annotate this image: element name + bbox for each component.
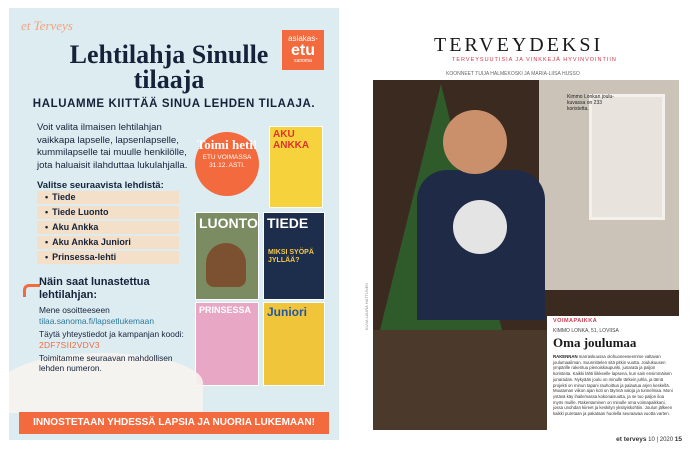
ad-footer-banner: INNOSTETAAN YHDESSÄ LAPSIA JA NUORIA LUKEMAAN! <box>19 412 329 434</box>
face-shape <box>443 110 507 174</box>
offer-detail: ETU VOIMASSA 31.12. ASTI. <box>202 154 252 169</box>
offer-badge <box>195 132 259 196</box>
cover-title: TIEDE <box>267 215 309 231</box>
story-lead-word: RAKENNAN <box>553 354 578 359</box>
choose-title: Valitse seuraavista lehdistä: <box>37 180 164 191</box>
window-shape <box>589 94 665 220</box>
magazine-label: Tiede <box>52 192 76 202</box>
bear-image <box>206 243 246 287</box>
bullet-icon: • <box>45 237 49 247</box>
badge-line2: etu <box>291 42 315 59</box>
ad-intro: Voit valita ilmaisen lehtilahjan vaikkapa lapselle, lapsenlapselle, kummilapselle tai muulle henkilölle, jota haluaisit ilahduttaa lukulahjalla. <box>37 122 188 171</box>
magazine-option[interactable] <box>37 206 179 219</box>
magazine-option[interactable] <box>37 236 179 249</box>
cover-title: Juniori <box>267 305 308 319</box>
magazine-label: Tiede Luonto <box>52 207 109 217</box>
cover-subtitle: MIKSI SYÖPÄ JYLLÄÄ? <box>268 249 314 264</box>
offer-title: Toimi heti! <box>196 137 258 152</box>
story-section: VOIMAPAIKKA <box>553 318 598 324</box>
campaign-code: 2DF7SII2VDV3 <box>39 339 100 350</box>
cover-title: LUONTO <box>199 215 258 231</box>
story-headline: Oma joulumaa <box>553 335 637 350</box>
bullet-icon: • <box>45 222 49 232</box>
redeem-url-link[interactable]: tilaa.sanoma.fi/lapsetlukemaan <box>39 315 154 326</box>
ad-thanks: HALUAMME KIITTÄÄ SINUA LEHDEN TILAAJA. <box>32 98 316 110</box>
magazine-label: Aku Ankka Juniori <box>52 237 131 247</box>
cover-title: PRINSESSA <box>199 305 252 315</box>
story-person: KIMMO LONKA, 51, LOVIISA <box>553 328 619 334</box>
section-subtitle: TERVEYSUUTISIA JA VINKKEJÄ HYVINVOINTIIN <box>452 57 617 63</box>
brand-logo: et Terveys <box>21 18 73 33</box>
redeem-instructions <box>39 276 189 374</box>
photo-credit: KUVA LAURA HATTUNEN <box>364 282 369 330</box>
ad-headline: Lehtilahja Sinulle tilaaja <box>69 40 269 94</box>
magazine-list <box>37 191 179 266</box>
christmas-photo <box>373 80 679 430</box>
magazine-option[interactable] <box>37 221 179 234</box>
cover-aku-ankka <box>269 126 323 208</box>
section-title: TERVEYDEKSI <box>434 34 604 56</box>
footer-brand: et terveys <box>616 436 647 443</box>
asiakasetu-badge <box>282 30 324 70</box>
magazine-label: Prinsessa-lehti <box>52 252 117 262</box>
magazine-option[interactable] <box>37 251 179 264</box>
redeem-step1: Mene osoitteeseen <box>39 305 110 315</box>
ad-page <box>9 8 339 440</box>
cover-tiede-luonto <box>195 212 259 300</box>
bullet-icon: • <box>45 207 49 217</box>
credits: KOONNEET TUIJA HALMEKOSKI JA MARIA-LIISA HUSSO <box>446 71 580 77</box>
badge-line1: asiakas- <box>288 34 318 43</box>
cover-tiede <box>263 212 325 300</box>
story-body <box>553 354 673 417</box>
footer-issue: 10 | 2020 <box>648 437 674 443</box>
article-page <box>356 0 694 450</box>
page-number: 15 <box>674 436 682 443</box>
cover-juniori <box>263 302 325 386</box>
magazine-option[interactable] <box>37 191 179 204</box>
santa-shape <box>453 200 507 254</box>
cover-title: AKU ANKKA <box>273 129 310 151</box>
arrow-icon <box>23 284 40 297</box>
cover-prinsessa <box>195 302 259 386</box>
badge-line3: sanoma <box>294 58 312 64</box>
redeem-title: Näin saat lunastettua lehtilahjan: <box>39 276 150 301</box>
photo-caption: Kimmo Lonkan joulu-kuvassa on 233 koristetta. <box>567 94 614 112</box>
page-footer <box>616 436 682 443</box>
redeem-step3: Toimitamme seuraavan mahdollisen lehden numeron. <box>39 352 173 373</box>
story-text: marraskuussa olohuoneeseemme valtavan joulumaailman. Suunnittelen sitä pitkin vuotta. Joulukuusen ympärille rakentuu pienoiskaupunki, junarata ja paljon koristeita. Kaikki lähti liikkeelle lapsena, kun sain ensimmäisen junaradan. Nykyään joulu on minulle tärkein juhla, ja tämä projekti on minun tapani rauhoittua ja palautua arjen keskellä. Muutaman viikon ajan koti on täynnä valoja ja tunnelmaa. Moni ystävä käy ihailemassa kokonaisuutta, ja se tuo paljon iloa myös muille. Rakentaminen on minulle oma voimapaikkani, jossa unohdan kiireet ja keskityn yksityiskohtiin. Joulun jälkeen kaikki puretaan ja pakataan huolella seuraavaa vuotta varten. <box>553 354 673 417</box>
bullet-icon: • <box>45 252 49 262</box>
magazine-label: Aku Ankka <box>52 222 99 232</box>
bullet-icon: • <box>45 192 49 202</box>
story-box <box>547 316 679 430</box>
redeem-step2: Täytä yhteystiedot ja kampanjan koodi: <box>39 329 184 339</box>
